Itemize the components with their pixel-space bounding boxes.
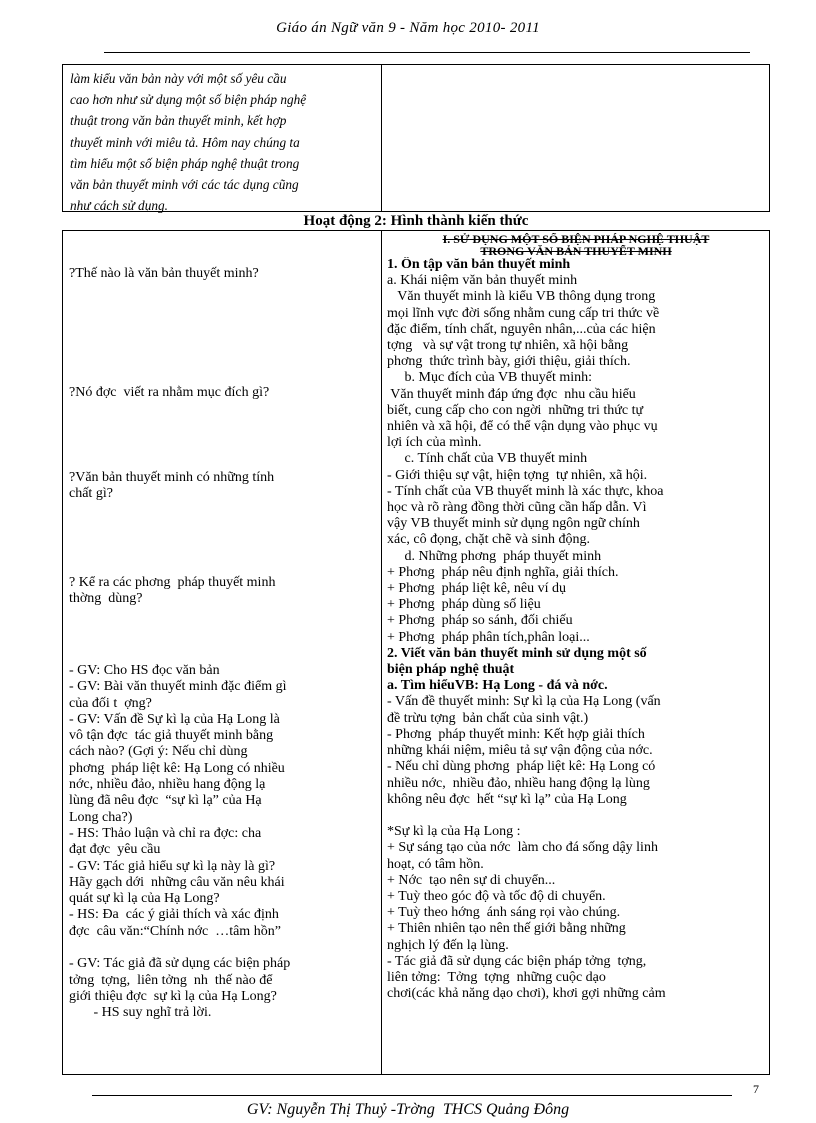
dialog-line: - HS suy nghĩ trả lời. [69,1005,212,1021]
dialog-line: lùng đã nêu đợc “sự kì lạ” của Hạ [69,793,262,809]
content-line: học và rõ ràng đồng thời cũng cần hấp dẫn. Vì [387,500,647,516]
content-line: chơi(các khả năng dạo chơi), khơi gợi những cảm [387,986,666,1002]
lesson-table [62,230,770,1075]
column-divider [381,65,382,211]
header-divider [104,52,750,53]
content-line: tợng và sự vật trong tự nhiên, xã hội bằng [387,338,629,354]
content-line: + Phơng pháp so sánh, đối chiếu [387,613,573,629]
teacher-student-dialog [69,663,375,1022]
content-line: Văn thuyết minh đáp ứng đợc nhu cầu hiểu [387,386,636,402]
content-line: những khái niệm, miêu tả sự vận động của nớc. [387,743,653,759]
dialog-line: - GV: Bài văn thuyết minh đặc điểm gì [69,679,287,695]
content-line: nghịch lý đến lạ lùng. [387,937,509,953]
lesson-content [387,233,765,1002]
content-line: - Phơng pháp thuyết minh: Kết hợp giải thích [387,726,645,742]
content-line: + Sự sáng tạo của nớc làm cho đá sống dậy linh [387,840,658,856]
content-line: phơng thức trình bày, giới thiệu, giải thích. [387,354,631,370]
content-line: biết, cung cấp cho con ngời những tri thức tự [387,402,644,418]
content-line: + Tuỳ theo góc độ và tốc độ di chuyển. [387,888,606,904]
section-title: I. SỬ DỤNG MỘT SỐ BIỆN PHÁP NGHỆ THUẬT [442,233,710,245]
question-block: ?Văn bản thuyết minh có những tính chất gì? [69,470,275,502]
dialog-line: - HS: Đa các ý giải thích và xác định [69,907,279,923]
page-header: Giáo án Ngữ văn 9 - Năm học 2010- 2011 [276,20,540,36]
content-line: + Thiên nhiên tạo nên thế giới bằng những [387,921,626,937]
section-title: TRONG VĂN BẢN THUYẾT MINH [480,245,672,257]
dialog-line [69,940,375,956]
dialog-line: đợc câu văn:“Chính nớc …tâm hồn” [69,923,281,939]
content-line: - Tính chất của VB thuyết minh là xác thực, khoa [387,483,664,499]
question-block: ? Kể ra các phơng pháp thuyết minh thờng dùng? [69,575,276,607]
content-line: d. Những phơng pháp thuyết minh [387,548,602,564]
content-line: 2. Viết văn bản thuyết minh sử dụng một số [387,645,647,661]
intro-line: cao hơn như sử dụng một số biện pháp nghệ [70,92,307,108]
content-line: + Phơng pháp liệt kê, nêu ví dụ [387,581,566,597]
page-footer: GV: Nguyễn Thị Thuỷ -Trờng THCS Quảng Đông [246,1101,570,1118]
dialog-line: quát sự kì lạ của Hạ Long? [69,891,220,907]
intro-line: tìm hiểu một số biện pháp nghệ thuật trong [70,155,300,171]
intro-line: thuật trong văn bản thuyết minh, kết hợp [70,113,287,129]
content-line: + Phơng pháp phân tích,phân loại... [387,629,590,645]
content-line: biện pháp nghệ thuật [387,662,515,678]
content-line: c. Tính chất của VB thuyết minh [387,451,588,467]
dialog-line: - GV: Cho HS đọc văn bản [69,663,220,678]
dialog-line: cách nào? (Gợi ý: Nếu chỉ dùng [69,744,248,760]
content-line: a. Tìm hiểuVB: Hạ Long - đá và nớc. [387,678,608,694]
content-line [387,808,765,824]
content-line: + Tuỳ theo hớng ánh sáng rọi vào chúng. [387,905,621,921]
content-line: b. Mục đích của VB thuyết minh: [387,370,593,386]
dialog-line: - GV: Vấn đề Sự kì lạ của Hạ Long là [69,711,280,727]
content-line: đề trừu tợng bản chất của sinh vật.) [387,710,589,726]
content-line: liên tởng: Tởng tợng những cuộc dạo [387,969,606,985]
content-line: a. Khái niệm văn bản thuyết minh [387,273,578,289]
content-line: đặc điểm, tính chất, nguyên nhân,...của các hiện [387,321,656,337]
content-line: không nêu đợc hết “sự kì lạ” của Hạ Long [387,791,627,807]
intro-table [62,64,770,212]
intro-line: làm kiểu văn bản này với một số yêu cầu [70,71,287,86]
content-line: *Sự kì lạ của Hạ Long : [387,824,521,840]
intro-line: như cách sử dụng. [70,198,168,214]
column-divider [381,231,382,1074]
dialog-line: của đối t ợng? [69,695,152,711]
content-line: + Nớc tạo nên sự di chuyển... [387,872,556,888]
dialog-line: tởng tợng, liên tởng nh thế nào để [69,972,273,988]
dialog-line: - GV: Tác giả hiểu sự kì lạ này là gì? [69,858,276,874]
content-line: + Phơng pháp dùng số liệu [387,597,541,613]
dialog-line: phơng pháp liệt kê: Hạ Long có nhiều [69,760,285,776]
question-block: ?Nó đợc viết ra nhằm mục đích gì? [69,385,270,400]
dialog-line: Hãy gạch dới những câu văn nêu khái [69,874,285,890]
content-line: xác, cô đọng, chặt chẽ và sinh động. [387,532,590,548]
content-line: + Phơng pháp nêu định nghĩa, giải thích. [387,564,619,580]
content-line: mọi lĩnh vực đời sống nhằm cung cấp tri thức về [387,305,660,321]
page-number: 7 [753,1082,759,1096]
dialog-line: nớc, nhiều đảo, nhiều hang động lạ [69,777,266,793]
content-line: vậy VB thuyết minh sử dụng ngôn ngữ chính [387,516,640,532]
question-block: ?Thế nào là văn bản thuyết minh? [69,266,259,281]
dialog-line: - GV: Tác giả đã sử dụng các biện pháp [69,956,291,972]
dialog-line: - HS: Thảo luận và chỉ ra đợc: cha [69,825,262,841]
content-line: nhiều nớc, nhiều đảo, nhiều hang động lạ lùng [387,775,650,791]
content-line: hoạt, có tâm hồn. [387,856,484,872]
content-line: 1. Ôn tập văn bản thuyết minh [387,257,571,272]
content-line: nhiên và xã hội, để có thể vận dụng vào phục vụ [387,419,658,435]
intro-line: văn bản thuyết minh với các tác dụng cũng [70,177,299,193]
dialog-line: Long cha?) [69,809,133,825]
content-line: - Giới thiệu sự vật, hiện tợng tự nhiên, xã hội. [387,467,648,483]
content-line: - Tác giả đã sử dụng các biện pháp tởng tợng, [387,953,647,969]
activity-title: Hoạt động 2: Hình thành kiến thức [303,213,529,229]
intro-text [70,68,374,216]
dialog-line: vô tận đợc tác giả thuyết minh bằng [69,728,274,744]
footer-divider [92,1095,732,1096]
content-line: lợi ích của mình. [387,435,482,451]
content-line: - Nếu chỉ dùng phơng pháp liệt kê: Hạ Long có [387,759,656,775]
intro-line: thuyết minh với miêu tả. Hôm nay chúng ta [70,134,300,150]
content-line: - Vấn đề thuyết minh: Sự kì lạ của Hạ Long (vấn [387,694,661,710]
dialog-line: đạt đợc yêu cầu [69,842,161,858]
content-line: Văn thuyết minh là kiểu VB thông dụng trong [387,289,656,305]
dialog-line: giới thiệu đợc sự kì lạ của Hạ Long? [69,988,277,1004]
